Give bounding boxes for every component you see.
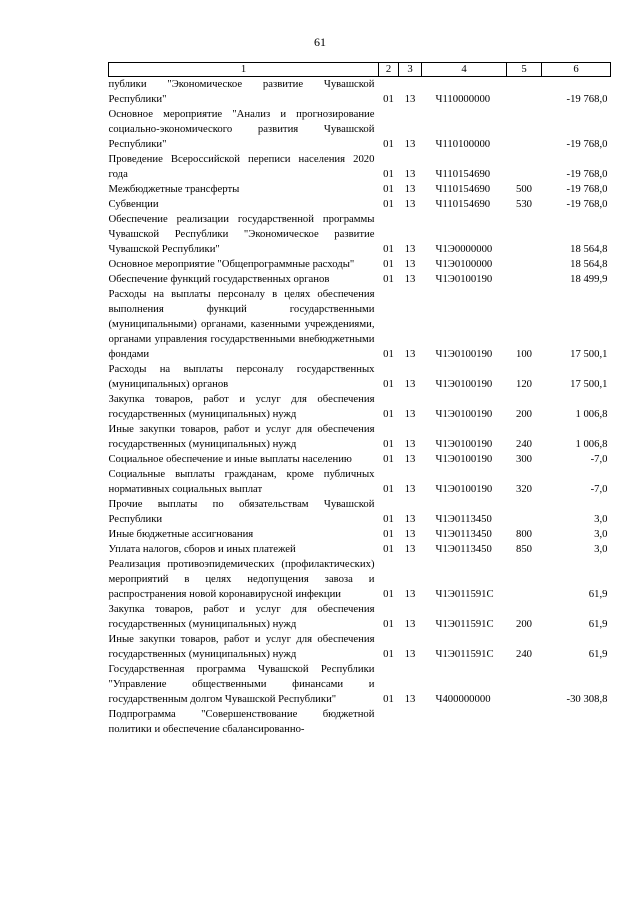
row-name: Межбюджетные трансферты bbox=[108, 183, 240, 195]
row-name: публики "Экономическое развитие Чувашской Республики" bbox=[108, 78, 375, 105]
row-target: Ч1Э0000000 bbox=[435, 243, 493, 255]
table-row bbox=[109, 77, 611, 108]
row-amount: 17 500,1 bbox=[570, 378, 608, 390]
table-row bbox=[109, 257, 611, 272]
table-row bbox=[109, 272, 611, 287]
row-section: 01 bbox=[383, 543, 394, 555]
row-type: 100 bbox=[515, 348, 533, 360]
table-row bbox=[109, 422, 611, 452]
table-row bbox=[109, 107, 611, 152]
row-target: Ч1Э0100190 bbox=[435, 378, 493, 390]
table-row bbox=[109, 392, 611, 422]
row-target: Ч1Э0100190 bbox=[435, 348, 493, 360]
row-name: Закупка товаров, работ и услуг для обеспечения государственных (муниципальных) нужд bbox=[108, 393, 375, 420]
row-amount bbox=[542, 707, 611, 737]
row-amount: 3,0 bbox=[594, 528, 608, 540]
row-amount: 61,9 bbox=[588, 588, 608, 600]
row-name: Субвенции bbox=[108, 198, 159, 210]
row-target: Ч1Э0113450 bbox=[435, 543, 492, 555]
row-subsection: 13 bbox=[404, 258, 416, 270]
row-target: Ч1Э0113450 bbox=[435, 528, 492, 540]
row-section: 01 bbox=[383, 258, 394, 270]
row-amount: 61,9 bbox=[588, 648, 608, 660]
row-type bbox=[507, 257, 542, 272]
row-type: 200 bbox=[515, 618, 533, 630]
row-name: Закупка товаров, работ и услуг для обеспечения государственных (муниципальных) нужд bbox=[108, 603, 375, 630]
row-subsection: 13 bbox=[404, 543, 416, 555]
row-type: 240 bbox=[515, 438, 533, 450]
row-name: Социальное обеспечение и иные выплаты населению bbox=[108, 453, 352, 465]
row-target: Ч1Э011591С bbox=[435, 588, 494, 600]
row-type bbox=[507, 212, 542, 257]
row-amount: -7,0 bbox=[590, 453, 608, 465]
table-row bbox=[109, 557, 611, 602]
table-row bbox=[109, 467, 611, 497]
table-body bbox=[109, 77, 611, 738]
header-col-name: 1 bbox=[109, 63, 379, 77]
table-row bbox=[109, 527, 611, 542]
row-subsection: 13 bbox=[404, 93, 416, 105]
row-section: 01 bbox=[383, 453, 394, 465]
row-section bbox=[379, 707, 399, 737]
row-section: 01 bbox=[383, 93, 394, 105]
row-amount: 17 500,1 bbox=[570, 348, 608, 360]
row-target: Ч1Э0100190 bbox=[435, 438, 493, 450]
row-name: Расходы на выплаты персоналу в целях обеспечения выполнения функций государственными (муниципальными) органами, казенными учреждениями, органами управления государственными внебюджетными фондами bbox=[108, 288, 375, 360]
table-row bbox=[109, 497, 611, 527]
row-subsection: 13 bbox=[404, 273, 416, 285]
row-name: Расходы на выплаты персоналу государственных (муниципальных) органов bbox=[108, 363, 375, 390]
row-name: Иные бюджетные ассигнования bbox=[108, 528, 254, 540]
table-row bbox=[109, 362, 611, 392]
row-subsection: 13 bbox=[404, 168, 416, 180]
table-row bbox=[109, 602, 611, 632]
row-amount: 18 499,9 bbox=[570, 273, 608, 285]
row-target: Ч110154690 bbox=[435, 183, 491, 195]
table-row bbox=[109, 152, 611, 182]
row-type bbox=[507, 77, 542, 108]
row-type: 530 bbox=[515, 198, 533, 210]
row-type: 120 bbox=[515, 378, 533, 390]
table-row bbox=[109, 662, 611, 707]
row-subsection: 13 bbox=[404, 483, 416, 495]
row-subsection: 13 bbox=[404, 648, 416, 660]
row-amount: 18 564,8 bbox=[570, 243, 608, 255]
row-name: Государственная программа Чувашской Республики "Управление общественными финансами и государственным долгом Чувашской Республики" bbox=[108, 663, 375, 705]
row-type: 850 bbox=[515, 543, 533, 555]
row-subsection: 13 bbox=[404, 378, 416, 390]
row-type bbox=[507, 662, 542, 707]
row-name: Социальные выплаты гражданам, кроме публичных нормативных социальных выплат bbox=[108, 468, 375, 495]
row-name: Основное мероприятие "Анализ и прогнозирование социально-экономического развития Чувашской Республики" bbox=[108, 108, 375, 150]
row-section: 01 bbox=[383, 348, 394, 360]
table-row bbox=[109, 212, 611, 257]
row-type bbox=[507, 707, 542, 737]
row-target bbox=[422, 707, 507, 737]
row-target: Ч1Э0100190 bbox=[435, 408, 493, 420]
row-section: 01 bbox=[383, 243, 394, 255]
row-target: Ч1Э0100000 bbox=[435, 258, 493, 270]
header-col-section: 2 bbox=[379, 63, 399, 77]
row-target: Ч110100000 bbox=[435, 138, 491, 150]
table-row bbox=[109, 287, 611, 362]
row-name: Реализация противоэпидемических (профилактических) мероприятий в целях недопущения завоза и распространения новой коронавирусной инфекции bbox=[108, 558, 375, 600]
row-name: Обеспечение функций государственных органов bbox=[108, 273, 330, 285]
row-amount: -7,0 bbox=[590, 483, 608, 495]
row-name: Иные закупки товаров, работ и услуг для обеспечения государственных (муниципальных) нужд bbox=[108, 633, 375, 660]
row-target: Ч1Э011591С bbox=[435, 618, 494, 630]
row-type: 200 bbox=[515, 408, 533, 420]
row-target: Ч110154690 bbox=[435, 198, 491, 210]
row-section: 01 bbox=[383, 618, 394, 630]
row-subsection: 13 bbox=[404, 183, 416, 195]
row-target: Ч1Э0113450 bbox=[435, 513, 492, 525]
row-subsection: 13 bbox=[404, 513, 416, 525]
row-section: 01 bbox=[383, 273, 394, 285]
header-col-type: 5 bbox=[507, 63, 542, 77]
row-target: Ч1Э0100190 bbox=[435, 273, 493, 285]
row-amount: -19 768,0 bbox=[566, 198, 608, 210]
row-subsection bbox=[399, 707, 422, 737]
page-number: 61 bbox=[314, 35, 326, 49]
row-target: Ч1Э0100190 bbox=[435, 453, 493, 465]
row-type: 300 bbox=[515, 453, 533, 465]
row-target: Ч1Э0100190 bbox=[435, 483, 493, 495]
row-section: 01 bbox=[383, 693, 394, 705]
header-col-target: 4 bbox=[422, 63, 507, 77]
row-subsection: 13 bbox=[404, 243, 416, 255]
row-section: 01 bbox=[383, 438, 394, 450]
table-row bbox=[109, 182, 611, 197]
row-name: Подпрограмма "Совершенствование бюджетной политики и обеспечение сбалансированно- bbox=[108, 708, 375, 735]
row-type bbox=[507, 497, 542, 527]
row-section: 01 bbox=[383, 168, 394, 180]
header-row bbox=[109, 63, 611, 77]
row-amount: -19 768,0 bbox=[566, 93, 608, 105]
table-row bbox=[109, 452, 611, 467]
row-section: 01 bbox=[383, 648, 394, 660]
row-subsection: 13 bbox=[404, 693, 416, 705]
row-type: 240 bbox=[515, 648, 533, 660]
table-row bbox=[109, 542, 611, 557]
row-type bbox=[507, 557, 542, 602]
row-target: Ч400000000 bbox=[435, 693, 491, 705]
row-subsection: 13 bbox=[404, 528, 416, 540]
row-target: Ч110000000 bbox=[435, 93, 491, 105]
table-row bbox=[109, 707, 611, 737]
row-amount: 18 564,8 bbox=[570, 258, 608, 270]
header-col-amount: 6 bbox=[542, 63, 611, 77]
row-subsection: 13 bbox=[404, 618, 416, 630]
table-row bbox=[109, 197, 611, 212]
row-name: Прочие выплаты по обязательствам Чувашской Республики bbox=[108, 498, 375, 525]
row-name: Основное мероприятие "Общепрограммные расходы" bbox=[108, 258, 355, 270]
row-section: 01 bbox=[383, 138, 394, 150]
row-name: Иные закупки товаров, работ и услуг для обеспечения государственных (муниципальных) нужд bbox=[108, 423, 375, 450]
row-type: 500 bbox=[515, 183, 533, 195]
row-type bbox=[507, 272, 542, 287]
table-header bbox=[109, 63, 611, 77]
row-amount: -19 768,0 bbox=[566, 138, 608, 150]
row-section: 01 bbox=[383, 588, 394, 600]
row-subsection: 13 bbox=[404, 138, 416, 150]
row-amount: -19 768,0 bbox=[566, 183, 608, 195]
row-subsection: 13 bbox=[404, 453, 416, 465]
row-name: Уплата налогов, сборов и иных платежей bbox=[108, 543, 296, 555]
row-target: Ч1Э011591С bbox=[435, 648, 494, 660]
row-amount: 61,9 bbox=[588, 618, 608, 630]
row-amount: 1 006,8 bbox=[575, 438, 608, 450]
row-section: 01 bbox=[383, 378, 394, 390]
budget-table bbox=[108, 62, 611, 737]
row-subsection: 13 bbox=[404, 408, 416, 420]
row-name: Проведение Всероссийской переписи населения 2020 года bbox=[108, 153, 375, 180]
row-subsection: 13 bbox=[404, 438, 416, 450]
row-type: 320 bbox=[515, 483, 533, 495]
row-amount: 1 006,8 bbox=[575, 408, 608, 420]
row-subsection: 13 bbox=[404, 348, 416, 360]
row-type bbox=[507, 152, 542, 182]
row-amount: 3,0 bbox=[594, 543, 608, 555]
row-section: 01 bbox=[383, 513, 394, 525]
table-row bbox=[109, 632, 611, 662]
row-type: 800 bbox=[515, 528, 533, 540]
row-amount: -19 768,0 bbox=[566, 168, 608, 180]
row-target: Ч110154690 bbox=[435, 168, 491, 180]
row-section: 01 bbox=[383, 198, 394, 210]
row-type bbox=[507, 107, 542, 152]
header-col-subsection: 3 bbox=[399, 63, 422, 77]
row-subsection: 13 bbox=[404, 588, 416, 600]
row-section: 01 bbox=[383, 528, 394, 540]
row-amount: 3,0 bbox=[594, 513, 608, 525]
row-section: 01 bbox=[383, 183, 394, 195]
row-subsection: 13 bbox=[404, 198, 416, 210]
row-name: Обеспечение реализации государственной программы Чувашской Республики "Экономическое развитие Чувашской Республики" bbox=[108, 213, 375, 255]
row-section: 01 bbox=[383, 408, 394, 420]
row-amount: -30 308,8 bbox=[566, 693, 608, 705]
row-section: 01 bbox=[383, 483, 394, 495]
